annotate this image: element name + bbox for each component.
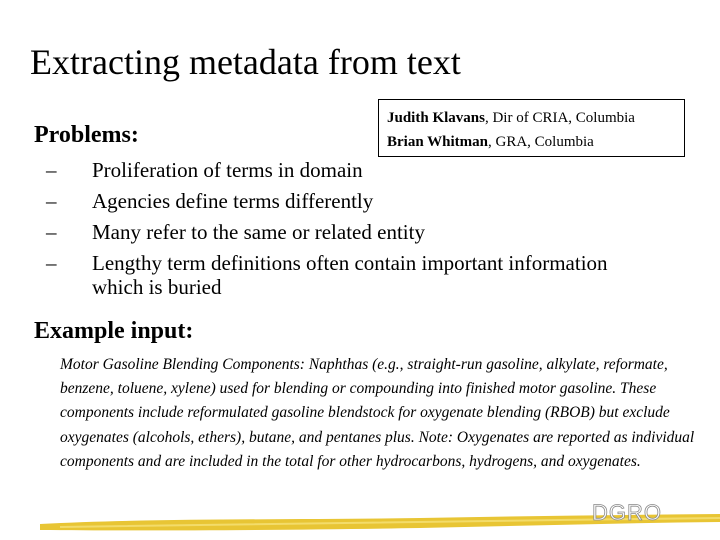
dgro-logo: DGRO	[592, 500, 662, 525]
author-line	[387, 106, 684, 130]
problems-heading: Problems:	[34, 122, 139, 148]
author-name: Brian Whitman	[387, 134, 488, 150]
list-item-text: Many refer to the same or related entity	[92, 220, 425, 244]
list-item-text: Agencies define terms differently	[92, 189, 374, 213]
authors-box	[378, 99, 685, 157]
example-heading: Example input:	[34, 318, 194, 344]
list-item	[40, 217, 700, 248]
problems-list	[40, 155, 700, 299]
bullet-dash: –	[46, 251, 57, 275]
list-item	[40, 248, 700, 299]
author-role: , Dir of CRIA, Columbia	[484, 110, 635, 126]
bullet-dash: –	[46, 158, 57, 182]
list-item	[40, 186, 700, 217]
bullet-dash: –	[46, 189, 57, 213]
list-item-text: Proliferation of terms in domain	[92, 158, 363, 182]
list-item	[40, 155, 700, 186]
list-item-continuation: which is buried	[92, 275, 222, 299]
author-line	[387, 130, 684, 154]
list-item-text: Lengthy term definitions often contain important information	[92, 251, 608, 275]
slide-title: Extracting metadata from text	[30, 42, 461, 82]
example-text: Motor Gasoline Blending Components: Naphthas (e.g., straight-run gasoline, alkylate, reformate, benzene, toluene, xylene) used for blending or compounding into finished motor gasoline. These components include reformulated gasoline blendstock for oxygenate blending (RBOB) but exclude oxygenates (alcohols, ethers), butane, and pentanes plus. Note: Oxygenates are reported as individual components and are included in the total for other hydrocarbons, hydrogens, and oxygenates.	[60, 356, 695, 470]
bullet-dash: –	[46, 220, 57, 244]
author-role: , GRA, Columbia	[488, 134, 594, 150]
author-name: Judith Klavans	[387, 110, 485, 126]
